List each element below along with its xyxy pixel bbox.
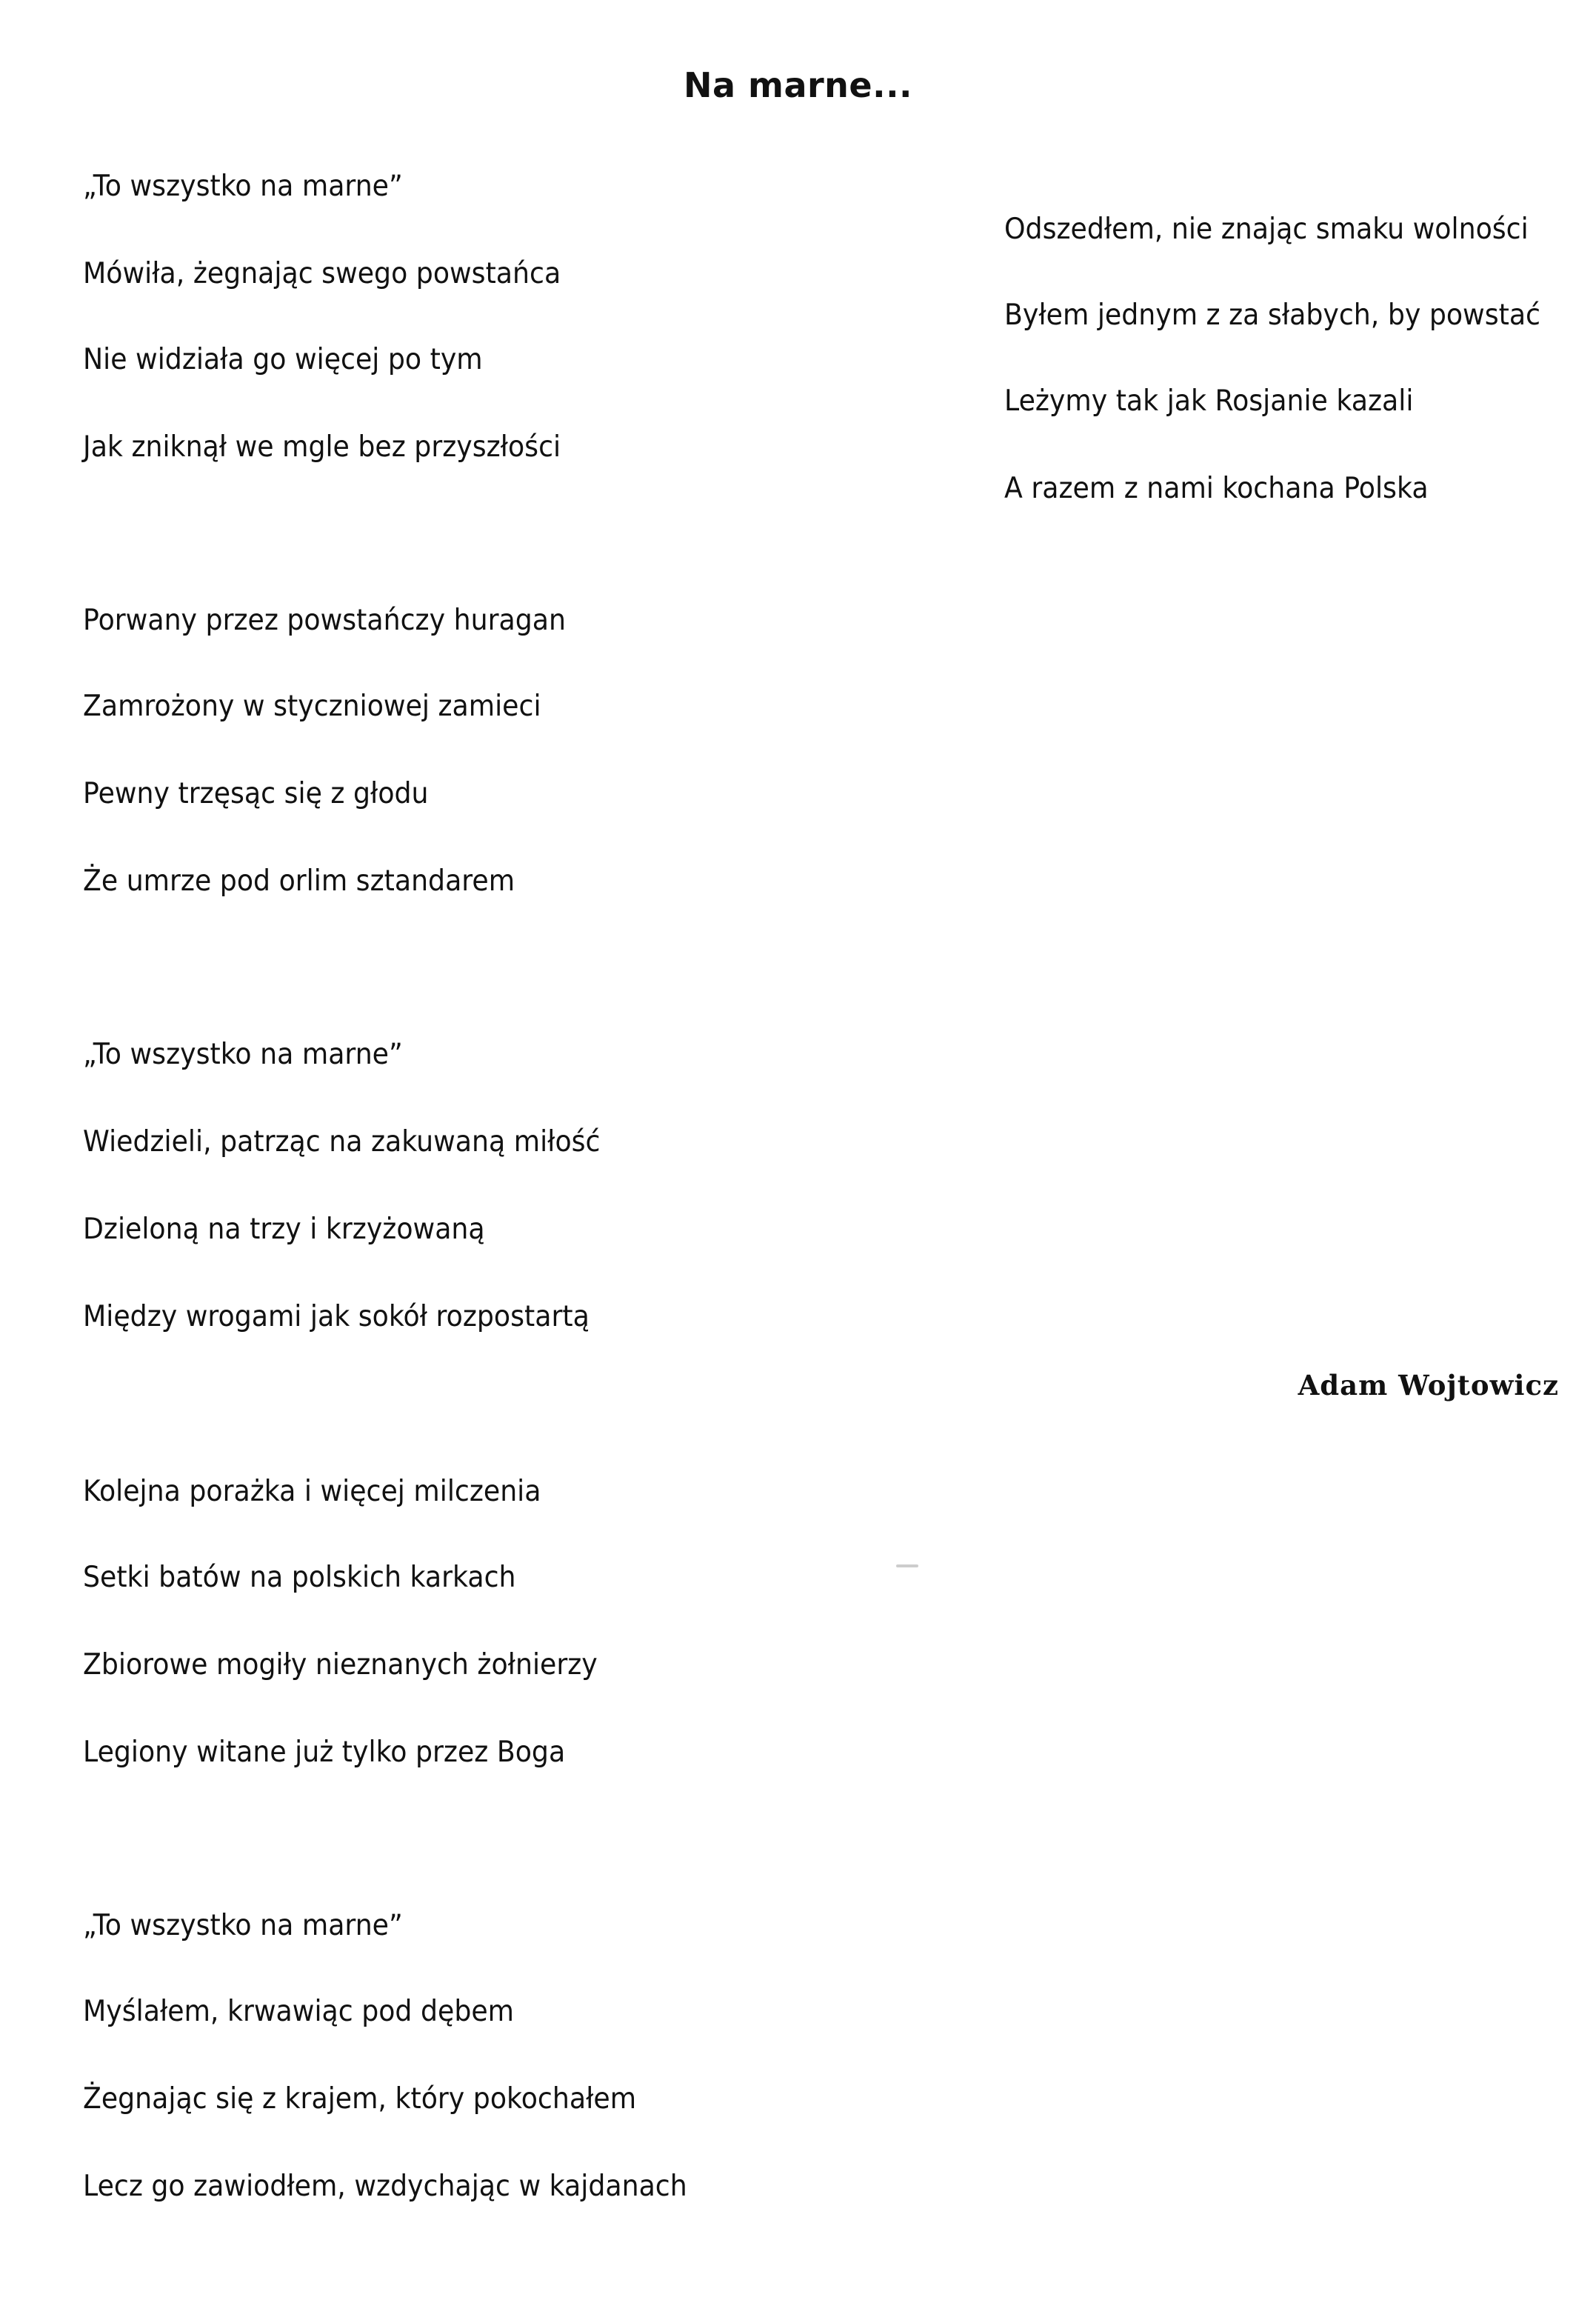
poem-line: Kolejna porażka i więcej milczenia — [83, 1475, 541, 1508]
poem-line: „To wszystko na marne” — [83, 1038, 403, 1071]
poem-line: Dzieloną na trzy i krzyżowaną — [83, 1213, 485, 1246]
poem-line: Nie widziała go więcej po tym — [83, 343, 483, 376]
poem-line: Porwany przez powstańczy huragan — [83, 604, 566, 637]
poem-line: Leżymy tak jak Rosjanie kazali — [1004, 384, 1414, 418]
poem-line: Legiony witane już tylko przez Boga — [83, 1736, 566, 1769]
poem-line: Pewny trzęsąc się z głodu — [83, 777, 429, 810]
poem-line: Myślałem, krwawiąc pod dębem — [83, 1995, 514, 2028]
poem-line: Mówiła, żegnając swego powstańca — [83, 257, 561, 290]
poem-line: Byłem jednym z za słabych, by powstać — [1004, 299, 1541, 332]
poem-line: Lecz go zawiodłem, wzdychając w kajdanach — [83, 2170, 687, 2203]
poem-line: „To wszystko na marne” — [83, 1909, 403, 1942]
poem-line: Żegnając się z krajem, który pokochałem — [83, 2082, 637, 2116]
poem-line: A razem z nami kochana Polska — [1004, 472, 1429, 505]
poem-title: Na marne... — [683, 65, 913, 105]
poem-line: Że umrze pod orlim sztandarem — [83, 864, 515, 898]
scan-speck — [896, 1564, 918, 1567]
poem-line: Odszedłem, nie znając smaku wolności — [1004, 213, 1529, 246]
poem-line: Między wrogami jak sokół rozpostartą — [83, 1300, 590, 1333]
poem-line: Zbiorowe mogiły nieznanych żołnierzy — [83, 1648, 598, 1682]
poem-line: Wiedzieli, patrząc na zakuwaną miłość — [83, 1125, 601, 1159]
author-signature: Adam Wojtowicz — [1298, 1369, 1559, 1402]
poem-line: Jak zniknął we mgle bez przyszłości — [83, 430, 561, 464]
poem-line: Setki batów na polskich karkach — [83, 1561, 516, 1594]
poem-line: Zamrożony w styczniowej zamieci — [83, 690, 541, 723]
poem-line: „To wszystko na marne” — [83, 170, 403, 203]
